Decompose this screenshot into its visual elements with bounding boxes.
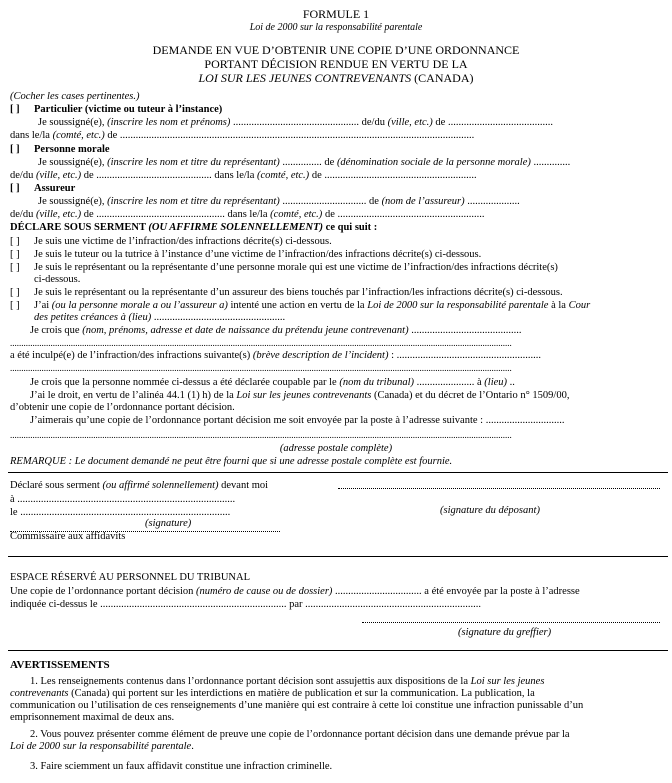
- personne-morale-heading: Personne morale: [34, 144, 110, 155]
- signature-label: (signature): [145, 518, 192, 529]
- personne-morale-line-1[interactable]: Je soussigné(e), (inscrire les nom et titre du représentant) ............... de (dénomination sociale de la personne morale) ..............: [38, 157, 571, 168]
- inculpe-fill-line[interactable]: ...............................................................................................................................................................................................................................: [10, 363, 512, 373]
- signature-deposant-label: (signature du déposant): [440, 505, 540, 516]
- option-5-checkbox[interactable]: [ ]: [10, 300, 20, 311]
- option-5-text-cont[interactable]: des petites créances à (lieu) ..................................................: [34, 312, 286, 323]
- avertissement-1-line-2: contrevenants (Canada) qui portent sur les interdictions en matière de publication et sur la communication. La publication, la: [10, 688, 535, 699]
- option-1-text: Je suis une victime de l’infraction/des infractions décrite(s) ci-dessous.: [34, 236, 332, 247]
- law-title: Loi de 2000 sur la responsabilité parentale: [249, 22, 423, 33]
- crois-fill-line[interactable]: ...............................................................................................................................................................................................................................: [10, 338, 512, 348]
- declare-sous-serment: Déclaré sous serment (ou affirmé solennellement) devant moi: [10, 480, 269, 491]
- particulier-line-1[interactable]: Je soussigné(e), (inscrire les nom et prénoms) ................................................ de/du (ville, etc.) de ........................................: [38, 117, 553, 128]
- indiquee-line[interactable]: indiquée ci-dessus le ....................................................................... par ...................................................................: [10, 599, 482, 610]
- divider: [8, 556, 668, 557]
- commissaire-label: Commissaire aux affidavits: [10, 531, 126, 542]
- page-title-line-3: LOI SUR LES JEUNES CONTREVENANTS (CANADA): [198, 71, 474, 85]
- particulier-line-2[interactable]: dans le/la (comté, etc.) de .......................................................................................................................................: [10, 130, 475, 141]
- signature-greffier-label: (signature du greffier): [458, 627, 552, 638]
- divider: [8, 472, 668, 473]
- option-3-text: Je suis le représentant ou la représentante d’une personne morale qui est une victime de l’infraction/des infractions décrite(s): [34, 262, 558, 273]
- droit-line-2: d’obtenir une copie de l’ordonnance portant décision.: [10, 402, 235, 413]
- option-4-text: Je suis le représentant ou la représentante d’un assureur des biens touchés par l’infraction/les infractions décrite(s) ci-dessous.: [34, 287, 563, 298]
- particulier-heading: Particulier (victime ou tuteur à l’instance): [34, 104, 223, 115]
- adresse-fill-line[interactable]: ...............................................................................................................................................................................................................................: [10, 430, 512, 440]
- date-field[interactable]: le ................................................................................: [10, 507, 231, 518]
- aimerais-line[interactable]: J’aimerais qu’une copie de l’ordonnance portant décision me soit envoyée par la poste à l’adresse suivante : ..............................: [30, 415, 565, 426]
- lieu-field[interactable]: à ...................................................................................: [10, 494, 236, 505]
- assureur-line-1[interactable]: Je soussigné(e), (inscrire les nom et titre du représentant) ................................ de (nom de l’assureur) ....................: [38, 196, 520, 207]
- signature-deposant-line[interactable]: [338, 488, 660, 489]
- espace-tribunal-heading: ESPACE RÉSERVÉ AU PERSONNEL DU TRIBUNAL: [10, 572, 251, 583]
- avertissement-2-line-2: Loi de 2000 sur la responsabilité parentale.: [10, 741, 194, 752]
- instructions: (Cocher les cases pertinentes.): [10, 91, 140, 102]
- adresse-label: (adresse postale complète): [279, 443, 393, 454]
- form-number: FORMULE 1: [302, 7, 370, 21]
- copie-line[interactable]: Une copie de l’ordonnance portant décision (numéro de cause ou de dossier) ................................. a été envoyée par la poste à l’adresse: [10, 586, 580, 597]
- inculpe-line[interactable]: a été inculpé(e) de l’infraction/des infractions suivante(s) (brève description de l’incident) : .......................................................: [10, 350, 541, 361]
- personne-morale-checkbox[interactable]: [ ]: [10, 144, 20, 155]
- option-1-checkbox[interactable]: [ ]: [10, 236, 20, 247]
- assureur-line-2[interactable]: de/du (ville, etc.) de ................................................. dans le/la (comté, etc.) de ........................................................: [10, 209, 485, 220]
- remarque: REMARQUE : Le document demandé ne peut être fourni que si une adresse postale complète est fournie.: [10, 456, 453, 467]
- avertissements-heading: AVERTISSEMENTS: [10, 659, 110, 671]
- personne-morale-line-2[interactable]: de/du (ville, etc.) de ............................................ dans le/la (comté, etc.) de ..........................................................: [10, 170, 477, 181]
- option-2-checkbox[interactable]: [ ]: [10, 249, 20, 260]
- avertissement-1-line-3: communication ou l’utilisation de ces renseignements d’une manière qui est contraire à cette loi constitue une infraction punissable d’un: [10, 700, 584, 711]
- option-4-checkbox[interactable]: [ ]: [10, 287, 20, 298]
- page-title-line-1: DEMANDE EN VUE D’OBTENIR UNE COPIE D’UNE ORDONNANCE: [152, 43, 520, 57]
- divider: [8, 650, 668, 651]
- signature-greffier-line[interactable]: [362, 622, 660, 623]
- option-3-text-cont: ci-dessous.: [34, 274, 81, 285]
- crois-line[interactable]: Je crois que (nom, prénoms, adresse et date de naissance du prétendu jeune contrevenant) ..........................................: [30, 325, 522, 336]
- avertissement-2-line-1: 2. Vous pouvez présenter comme élément de preuve une copie de l’ordonnance portant décision dans une demande prévue par la: [30, 729, 570, 740]
- option-2-text: Je suis le tuteur ou la tutrice à l’instance d’une victime de l’infraction/des infractions décrite(s) ci-dessous.: [34, 249, 482, 260]
- particulier-checkbox[interactable]: [ ]: [10, 104, 20, 115]
- option-5-text: J’ai (ou la personne morale a ou l’assureur a) intenté une action en vertu de la Loi de 2000 sur la responsabilité parentale à la Cour: [34, 300, 591, 311]
- assureur-heading: Assureur: [34, 183, 76, 194]
- option-3-checkbox[interactable]: [ ]: [10, 262, 20, 273]
- avertissement-1-line-4: emprisonnement maximal de deux ans.: [10, 712, 175, 723]
- declaration-heading: DÉCLARE SOUS SERMENT (OU AFFIRME SOLENNELLEMENT) ce qui suit :: [10, 222, 378, 233]
- avertissement-3: 3. Faire sciemment un faux affidavit constitue une infraction criminelle.: [30, 761, 333, 772]
- avertissement-1-line-1: 1. Les renseignements contenus dans l’ordonnance portant décision sont assujettis aux dispositions de la Loi sur les jeunes: [30, 676, 545, 687]
- coupable-line[interactable]: Je crois que la personne nommée ci-dessus a été déclarée coupable par le (nom du tribunal) ...................... à (lieu) ..: [30, 377, 515, 388]
- assureur-checkbox[interactable]: [ ]: [10, 183, 20, 194]
- page-title-line-2: PORTANT DÉCISION RENDUE EN VERTU DE LA: [204, 57, 468, 71]
- droit-line-1: J’ai le droit, en vertu de l’alinéa 44.1 (1) h) de la Loi sur les jeunes contrevenants (Canada) et du décret de l’Ontario n° 1509/00,: [30, 390, 570, 401]
